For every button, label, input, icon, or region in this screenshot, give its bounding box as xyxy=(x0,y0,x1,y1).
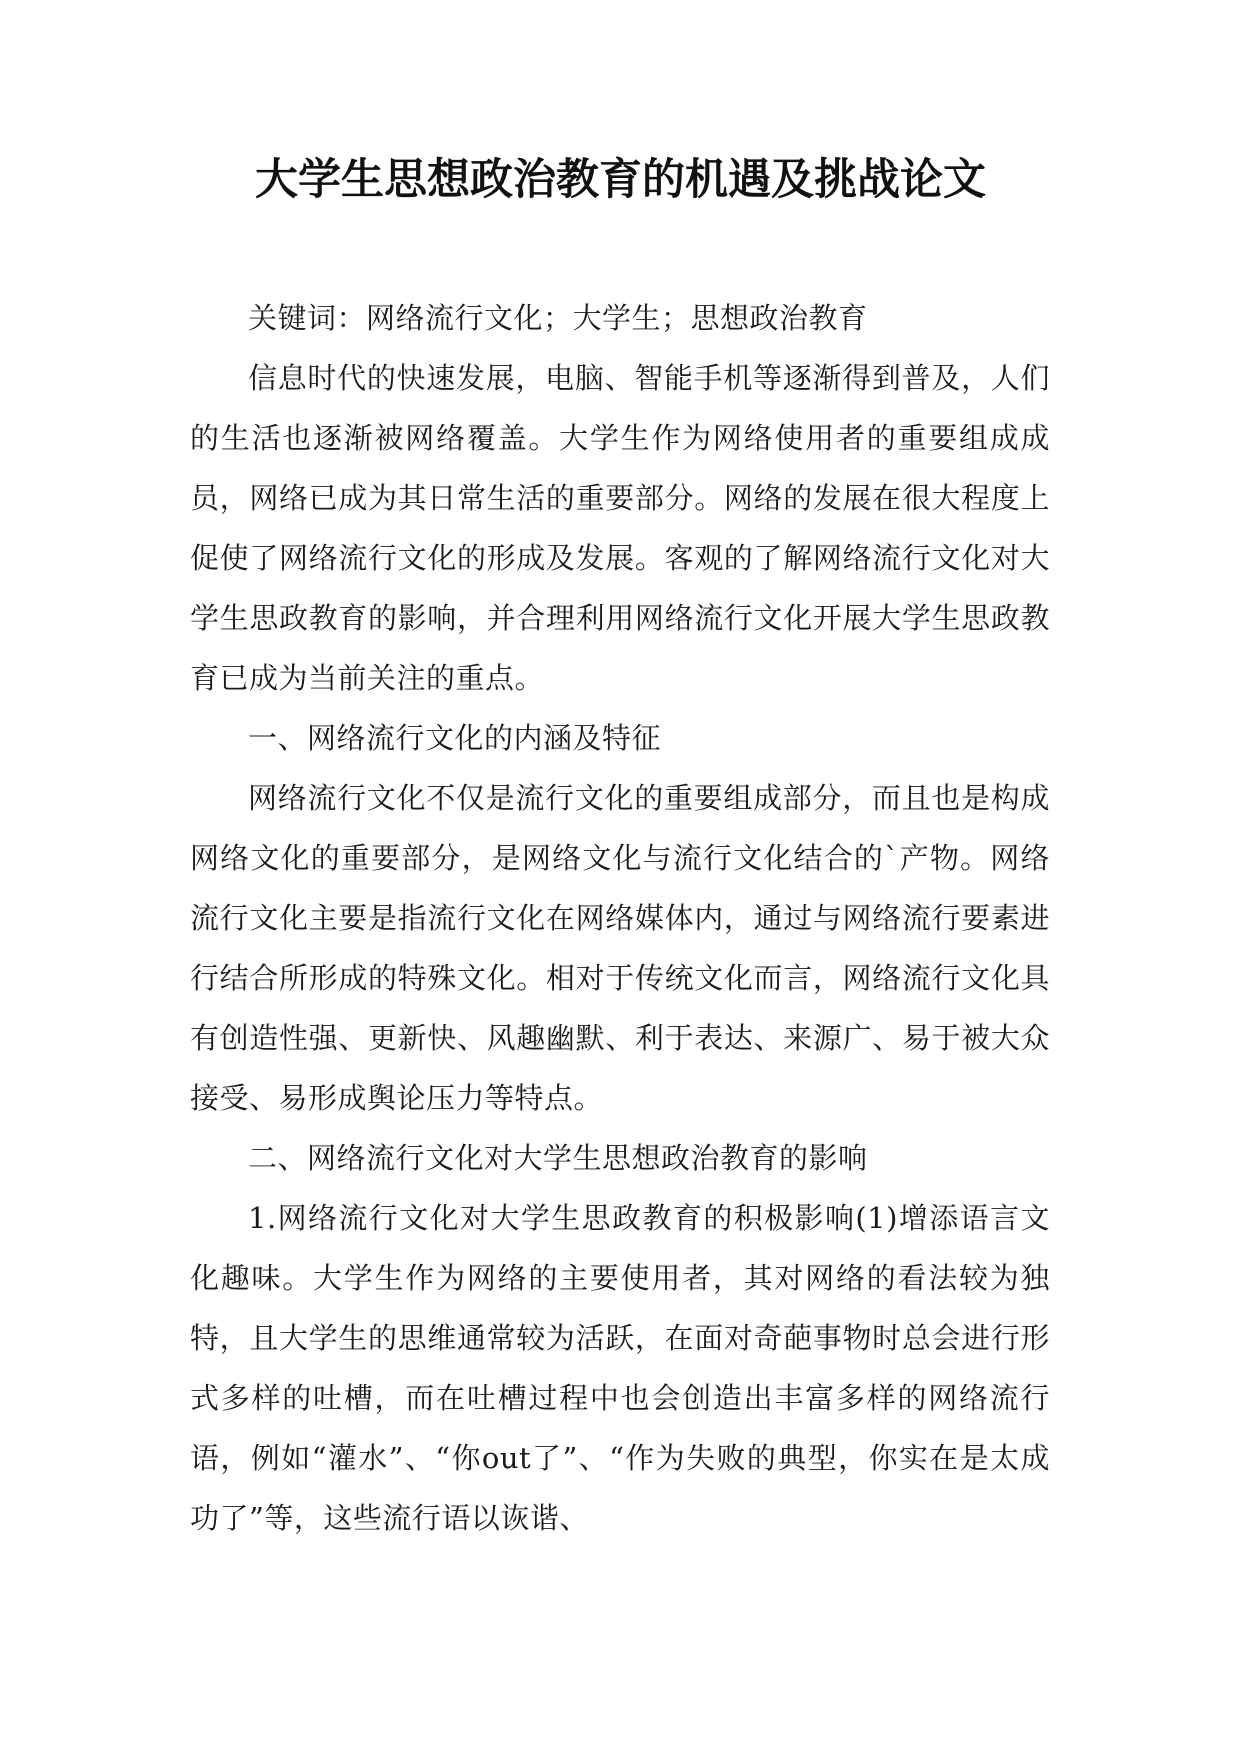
paragraph-section-2: 1.网络流行文化对大学生思政教育的积极影响(1)增添语言文化趣味。大学生作为网络的主要使用者，其对网络的看法较为独特，且大学生的思维通常较为活跃，在面对奇葩事物时总会进行形式多样的吐槽，而在吐槽过程中也会创造出丰富多样的网络流行语，例如“灌水”、“你out了”、“作为失败的典型，你实在是太成功了”等，这些流行语以诙谐、 xyxy=(190,1201,1050,1535)
section-heading-1: 一、网络流行文化的内涵及特征 xyxy=(248,721,662,755)
section-heading-2: 二、网络流行文化对大学生思想政治教育的影响 xyxy=(248,1141,868,1175)
keywords-line: 关键词：网络流行文化；大学生；思想政治教育 xyxy=(248,301,868,335)
paragraph-intro: 信息时代的快速发展，电脑、智能手机等逐渐得到普及，人们的生活也逐渐被网络覆盖。大学生作为网络使用者的重要组成成员，网络已成为其日常生活的重要部分。网络的发展在很大程度上促使了网络流行文化的形成及发展。客观的了解网络流行文化对大学生思政教育的影响，并合理利用网络流行文化开展大学生思政教育已成为当前关注的重点。 xyxy=(190,361,1050,695)
document-title: 大学生思想政治教育的机遇及挑战论文 xyxy=(255,155,986,205)
document-body xyxy=(190,288,1050,1548)
paragraph-section-1: 网络流行文化不仅是流行文化的重要组成部分，而且也是构成网络文化的重要部分，是网络文化与流行文化结合的`产物。网络流行文化主要是指流行文化在网络媒体内，通过与网络流行要素进行结合所形成的特殊文化。相对于传统文化而言，网络流行文化具有创造性强、更新快、风趣幽默、利于表达、来源广、易于被大众接受、易形成舆论压力等特点。 xyxy=(190,781,1050,1115)
